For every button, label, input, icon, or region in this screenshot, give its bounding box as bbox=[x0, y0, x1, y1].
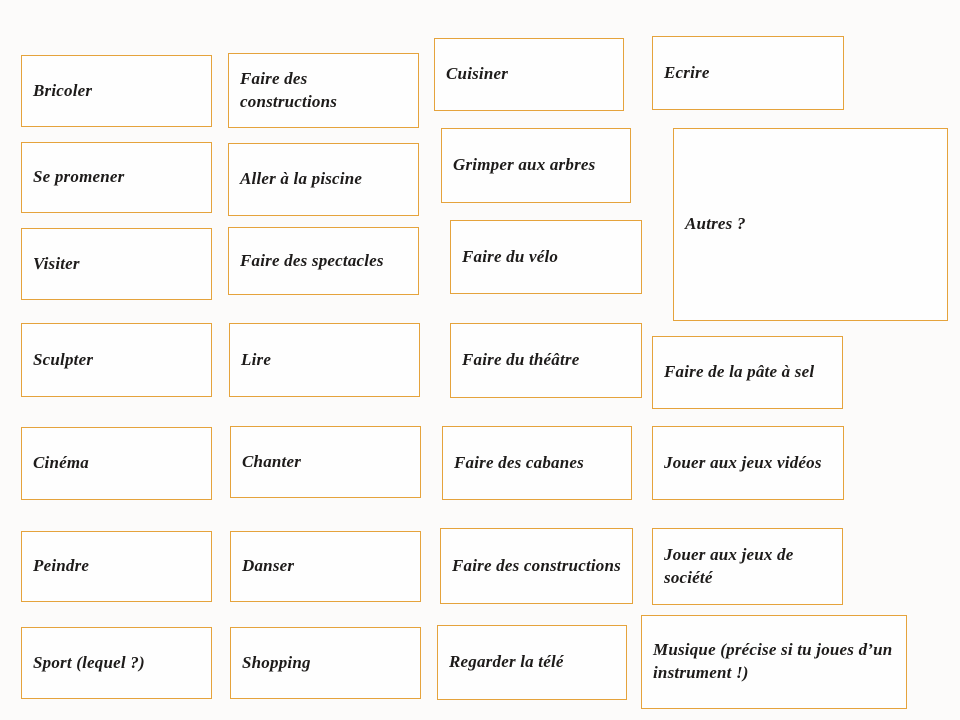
activity-box-peindre[interactable] bbox=[21, 531, 212, 602]
activity-box-faire-de-la-pate-a-sel[interactable] bbox=[652, 336, 843, 409]
activity-box-aller-a-la-piscine[interactable] bbox=[228, 143, 419, 216]
activity-label: Faire des constructions bbox=[240, 68, 338, 111]
activity-label: Faire de la pâte à sel bbox=[664, 362, 815, 382]
activity-label: Ecrire bbox=[664, 62, 710, 82]
activity-label: Shopping bbox=[242, 652, 311, 672]
activity-label: Sculpter bbox=[33, 349, 94, 369]
activity-box-visiter[interactable] bbox=[21, 228, 212, 300]
activity-box-cuisiner[interactable] bbox=[434, 38, 624, 111]
activity-label: Cuisiner bbox=[446, 64, 509, 84]
activity-box-shopping[interactable] bbox=[230, 627, 421, 699]
activity-box-ecrire[interactable] bbox=[652, 36, 844, 110]
activity-label: Sport (lequel ?) bbox=[33, 652, 145, 672]
activity-label: Peindre bbox=[33, 556, 90, 576]
activity-label: Lire bbox=[241, 349, 272, 369]
activity-box-musique[interactable] bbox=[641, 615, 907, 709]
activity-box-chanter[interactable] bbox=[230, 426, 421, 498]
activity-label: Visiter bbox=[33, 253, 80, 273]
activity-box-sport-lequel[interactable] bbox=[21, 627, 212, 699]
activity-label: Grimper aux arbres bbox=[453, 155, 596, 175]
activity-box-jouer-aux-jeux-de-societe[interactable] bbox=[652, 528, 843, 605]
activity-label: Faire des cabanes bbox=[454, 452, 584, 472]
activity-box-grimper-aux-arbres[interactable] bbox=[441, 128, 631, 203]
activity-box-danser[interactable] bbox=[230, 531, 421, 602]
activity-label: Jouer aux jeux vidéos bbox=[664, 452, 822, 472]
activity-label: Autres ? bbox=[685, 214, 746, 234]
activity-label: Jouer aux jeux de société bbox=[664, 544, 794, 587]
activity-label: Regarder la télé bbox=[449, 652, 564, 672]
activity-label: Faire du vélo bbox=[462, 246, 559, 266]
activity-box-se-promener[interactable] bbox=[21, 142, 212, 213]
activity-box-autres[interactable] bbox=[673, 128, 948, 321]
activity-box-sculpter[interactable] bbox=[21, 323, 212, 397]
activity-box-cinema[interactable] bbox=[21, 427, 212, 500]
activity-label: Faire des spectacles bbox=[240, 250, 384, 270]
activity-label: Danser bbox=[242, 556, 295, 576]
activity-box-faire-du-theatre[interactable] bbox=[450, 323, 642, 398]
activity-box-faire-des-constructions-1[interactable] bbox=[228, 53, 419, 128]
activity-label: Faire du théâtre bbox=[462, 350, 580, 370]
activity-box-faire-des-cabanes[interactable] bbox=[442, 426, 632, 500]
activity-label: Se promener bbox=[33, 167, 125, 187]
activity-box-faire-des-constructions-2[interactable] bbox=[440, 528, 633, 604]
activity-box-faire-des-spectacles[interactable] bbox=[228, 227, 419, 295]
activity-label: Cinéma bbox=[33, 453, 89, 473]
activity-label: Chanter bbox=[242, 451, 302, 471]
activity-label: Bricoler bbox=[33, 80, 93, 100]
activity-box-lire[interactable] bbox=[229, 323, 420, 397]
activity-box-jouer-aux-jeux-videos[interactable] bbox=[652, 426, 844, 500]
activity-label: Faire des constructions bbox=[452, 555, 621, 575]
activity-box-bricoler[interactable] bbox=[21, 55, 212, 127]
activity-box-faire-du-velo[interactable] bbox=[450, 220, 642, 294]
activity-label: Musique (précise si tu joues d’un instrument !) bbox=[653, 640, 893, 682]
activity-label: Aller à la piscine bbox=[240, 169, 363, 189]
activity-box-regarder-la-tele[interactable] bbox=[437, 625, 627, 700]
